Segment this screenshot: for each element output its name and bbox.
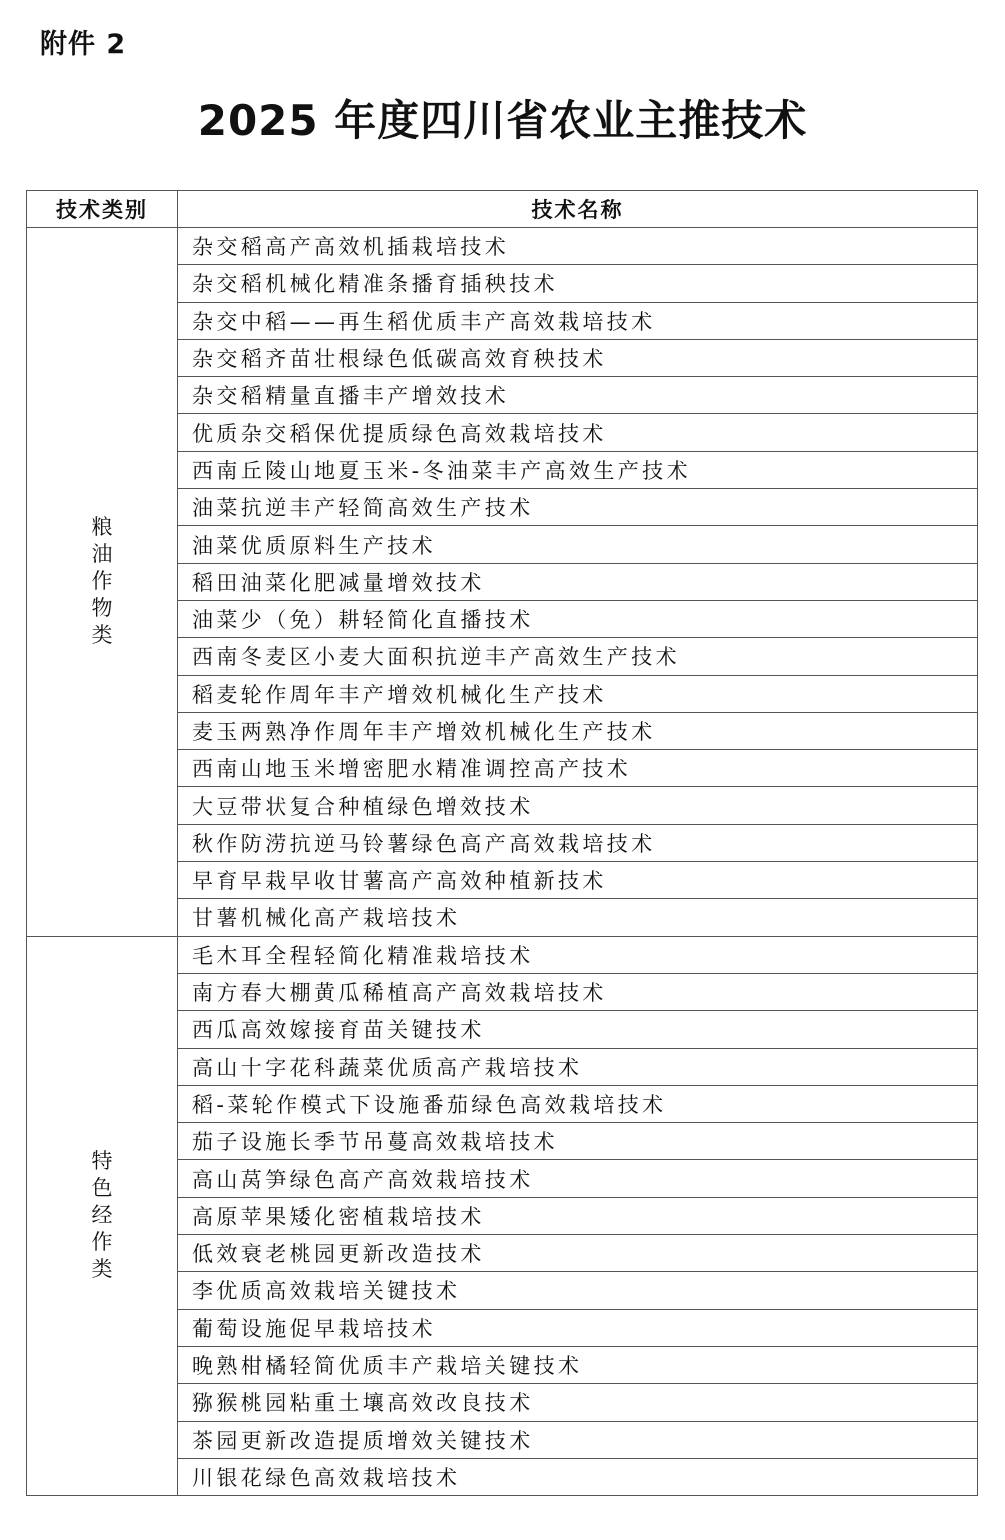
tech-name-cell: 晚熟柑橘轻简优质丰产栽培关键技术 xyxy=(178,1346,978,1383)
tech-name-cell: 高原苹果矮化密植栽培技术 xyxy=(178,1197,978,1234)
header-tech-name: 技术名称 xyxy=(178,191,978,228)
tech-name-cell: 杂交稻高产高效机插栽培技术 xyxy=(178,228,978,265)
tech-name-cell: 稻田油菜化肥减量增效技术 xyxy=(178,563,978,600)
table-header-row xyxy=(27,191,978,228)
tech-name-cell: 茶园更新改造提质增效关键技术 xyxy=(178,1421,978,1458)
tech-name-cell: 麦玉两熟净作周年丰产增效机械化生产技术 xyxy=(178,712,978,749)
tech-name-cell: 茄子设施长季节吊蔓高效栽培技术 xyxy=(178,1123,978,1160)
tech-name-cell: 李优质高效栽培关键技术 xyxy=(178,1272,978,1309)
tech-name-cell: 毛木耳全程轻简化精准栽培技术 xyxy=(178,936,978,973)
tech-table xyxy=(26,190,978,1496)
tech-name-cell: 葡萄设施促早栽培技术 xyxy=(178,1309,978,1346)
tech-name-cell: 大豆带状复合种植绿色增效技术 xyxy=(178,787,978,824)
tech-name-cell: 早育早栽早收甘薯高产高效种植新技术 xyxy=(178,862,978,899)
tech-name-cell: 西南丘陵山地夏玉米-冬油菜丰产高效生产技术 xyxy=(178,451,978,488)
category-cell xyxy=(27,936,178,1495)
tech-name-cell: 杂交稻机械化精准条播育插秧技术 xyxy=(178,265,978,302)
tech-name-cell: 杂交稻精量直播丰产增效技术 xyxy=(178,377,978,414)
category-cell xyxy=(27,228,178,937)
tech-name-cell: 猕猴桃园粘重土壤高效改良技术 xyxy=(178,1384,978,1421)
tech-name-cell: 油菜优质原料生产技术 xyxy=(178,526,978,563)
tech-name-cell: 杂交稻齐苗壮根绿色低碳高效育秧技术 xyxy=(178,339,978,376)
table-row xyxy=(27,936,978,973)
category-label: 特色经作类 xyxy=(91,1149,113,1282)
tech-name-cell: 西南山地玉米增密肥水精准调控高产技术 xyxy=(178,750,978,787)
tech-name-cell: 优质杂交稻保优提质绿色高效栽培技术 xyxy=(178,414,978,451)
tech-name-cell: 油菜抗逆丰产轻简高效生产技术 xyxy=(178,489,978,526)
header-category: 技术类别 xyxy=(27,191,178,228)
tech-name-cell: 低效衰老桃园更新改造技术 xyxy=(178,1235,978,1272)
table-body xyxy=(27,228,978,1496)
tech-name-cell: 高山十字花科蔬菜优质高产栽培技术 xyxy=(178,1048,978,1085)
tech-name-cell: 甘薯机械化高产栽培技术 xyxy=(178,899,978,936)
tech-name-cell: 杂交中稻——再生稻优质丰产高效栽培技术 xyxy=(178,302,978,339)
tech-name-cell: 南方春大棚黄瓜稀植高产高效栽培技术 xyxy=(178,973,978,1010)
tech-name-cell: 油菜少（免）耕轻简化直播技术 xyxy=(178,600,978,637)
tech-name-cell: 川银花绿色高效栽培技术 xyxy=(178,1458,978,1495)
attachment-label: 附件 2 xyxy=(40,29,127,60)
tech-name-cell: 西瓜高效嫁接育苗关键技术 xyxy=(178,1011,978,1048)
tech-name-cell: 高山莴笋绿色高产高效栽培技术 xyxy=(178,1160,978,1197)
tech-name-cell: 西南冬麦区小麦大面积抗逆丰产高效生产技术 xyxy=(178,638,978,675)
category-label: 粮油作物类 xyxy=(91,515,113,648)
table-row xyxy=(27,228,978,265)
tech-name-cell: 稻-菜轮作模式下设施番茄绿色高效栽培技术 xyxy=(178,1085,978,1122)
page-title: 2025 年度四川省农业主推技术 xyxy=(197,96,808,145)
tech-name-cell: 秋作防涝抗逆马铃薯绿色高产高效栽培技术 xyxy=(178,824,978,861)
tech-name-cell: 稻麦轮作周年丰产增效机械化生产技术 xyxy=(178,675,978,712)
